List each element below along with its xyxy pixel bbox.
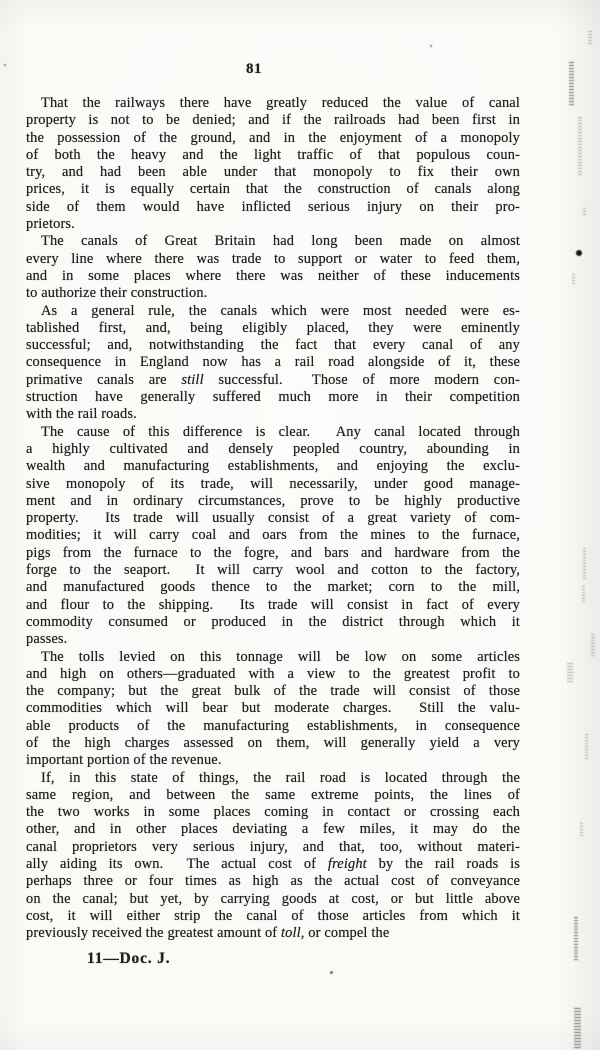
text-line: That the railways there have greatly reduced the value of canal xyxy=(41,95,520,111)
text-line: struction have generally suffered much more in their competition xyxy=(26,389,520,406)
text-line: to authorize their construction. xyxy=(26,285,208,302)
text-line: prices, it is equally certain that the construction of canals along xyxy=(26,181,520,198)
text-line: primative canals are still successful. Those of more modern con- xyxy=(26,371,520,388)
paragraph xyxy=(26,649,520,770)
scan-artifact xyxy=(574,916,578,960)
scan-artifact xyxy=(569,61,574,105)
text-line: property is not to be denied; and if the railroads had been first in xyxy=(26,112,520,129)
paragraph xyxy=(26,770,520,943)
text-line: consequence in England now has a rail road alongside of it, these xyxy=(26,354,520,371)
text-line: perhaps three or four times as high as the actual cost of conveyance xyxy=(26,873,520,890)
text-line: pigs from the furnace to the fogre, and bars and hardware from the xyxy=(26,544,520,561)
text-line: of the high charges assessed on them, will generally yield a very xyxy=(26,734,520,751)
scan-artifact xyxy=(583,206,586,215)
text-line: important portion of the revenue. xyxy=(26,752,222,769)
text-line: The canals of Great Britain had long been made on almost xyxy=(41,233,520,250)
text-line: a highly cultivated and densely peopled country, abounding in xyxy=(26,440,520,457)
scan-artifact xyxy=(578,117,582,175)
text-line: ment and in ordinary circumstances, prove to be highly productive xyxy=(26,492,520,509)
scan-artifact xyxy=(574,1006,581,1048)
text-line: The tolls levied on this tonnage will be low on some articles xyxy=(41,648,520,665)
scan-speck xyxy=(330,971,333,974)
text-line: As a general rule, the canals which were most needed were es- xyxy=(41,302,520,319)
scan-artifact xyxy=(588,31,592,44)
scan-artifact xyxy=(591,634,595,656)
text-line: canal proprietors very serious injury, and that, too, without materi- xyxy=(26,838,520,855)
text-line: property. Its trade will usually consist of a great variety of com- xyxy=(26,510,520,527)
text-line: tablished first, and, being eligibly placed, they were eminently xyxy=(26,319,520,336)
paragraph xyxy=(26,424,520,649)
text-line: other, and in other places deviating a few miles, it may do the xyxy=(26,821,520,838)
footer-signature: 11—Doc. J. xyxy=(87,950,171,967)
text-line: on the canal; but yet, by carrying goods at cost, or but little above xyxy=(26,890,520,907)
scan-artifact xyxy=(572,272,575,284)
text-line: wealth and manufacturing establishments, and enjoying the exclu- xyxy=(26,458,520,475)
text-line: If, in this state of things, the rail road is located through the xyxy=(41,769,520,786)
scan-artifact xyxy=(583,548,586,579)
text-line: and manufactured goods thence to the market; corn to the mill, xyxy=(26,579,520,596)
scan-artifact xyxy=(585,733,588,759)
text-line: try, and had been able under that monopoly to fix their own xyxy=(26,164,520,181)
scan-speck xyxy=(430,45,432,47)
text-line: of both the heavy and the light traffic of that populous coun- xyxy=(26,146,520,163)
text-line: every line where there was trade to support or water to feed them, xyxy=(26,250,520,267)
text-line: and flour to the shipping. Its trade will consist in fact of every xyxy=(26,596,520,613)
scan-speck xyxy=(4,64,6,66)
paragraph xyxy=(26,95,520,233)
text-line: The cause of this difference is clear. Any canal located through xyxy=(41,423,520,440)
text-line: the company; but the great bulk of the trade will consist of those xyxy=(26,683,520,700)
scan-artifact xyxy=(580,823,583,836)
text-line: and high on others—graduated with a view to the greatest profit to xyxy=(26,665,520,682)
paragraph xyxy=(26,303,520,424)
paragraph xyxy=(26,233,520,302)
document-body xyxy=(26,95,520,943)
text-line: passes. xyxy=(26,631,68,648)
scan-artifact xyxy=(567,663,573,682)
text-line: the possession of the ground, and in the enjoyment of a monopoly xyxy=(26,129,520,146)
text-line: sive monopoly of its trade, will necessarily, under good manage- xyxy=(26,475,520,492)
text-line: commodities which will bear but moderate charges. Still the valu- xyxy=(26,700,520,717)
text-line: ally aiding its own. The actual cost of freight by the rail roads is xyxy=(26,856,520,873)
text-line: previously received the greatest amount of toll, or compel the xyxy=(26,925,390,942)
text-line: with the rail roads. xyxy=(26,406,137,423)
scan-dot xyxy=(576,250,582,256)
text-line: prietors. xyxy=(26,216,75,233)
text-line: and in some places where there was neither of these inducements xyxy=(26,267,520,284)
text-line: forge to the seaport. It will carry wool and cotton to the factory, xyxy=(26,562,520,579)
text-line: commodity consumed or produced in the district through which it xyxy=(26,613,520,630)
text-line: the two works in some places coming in contact or crossing each xyxy=(26,804,520,821)
text-line: cost, it will either strip the canal of those articles from which it xyxy=(26,907,520,924)
page-number: 81 xyxy=(246,61,262,77)
text-line: same region, and between the same extreme points, the lines of xyxy=(26,786,520,803)
text-line: modities; it will carry coal and oars from the mines to the furnace, xyxy=(26,527,520,544)
scan-artifact xyxy=(582,586,585,602)
text-line: side of them would have inflicted serious injury on their pro- xyxy=(26,198,520,215)
text-line: successful; and, notwithstanding the fact that every canal of any xyxy=(26,337,520,354)
text-line: able products of the manufacturing establishments, in consequence xyxy=(26,717,520,734)
